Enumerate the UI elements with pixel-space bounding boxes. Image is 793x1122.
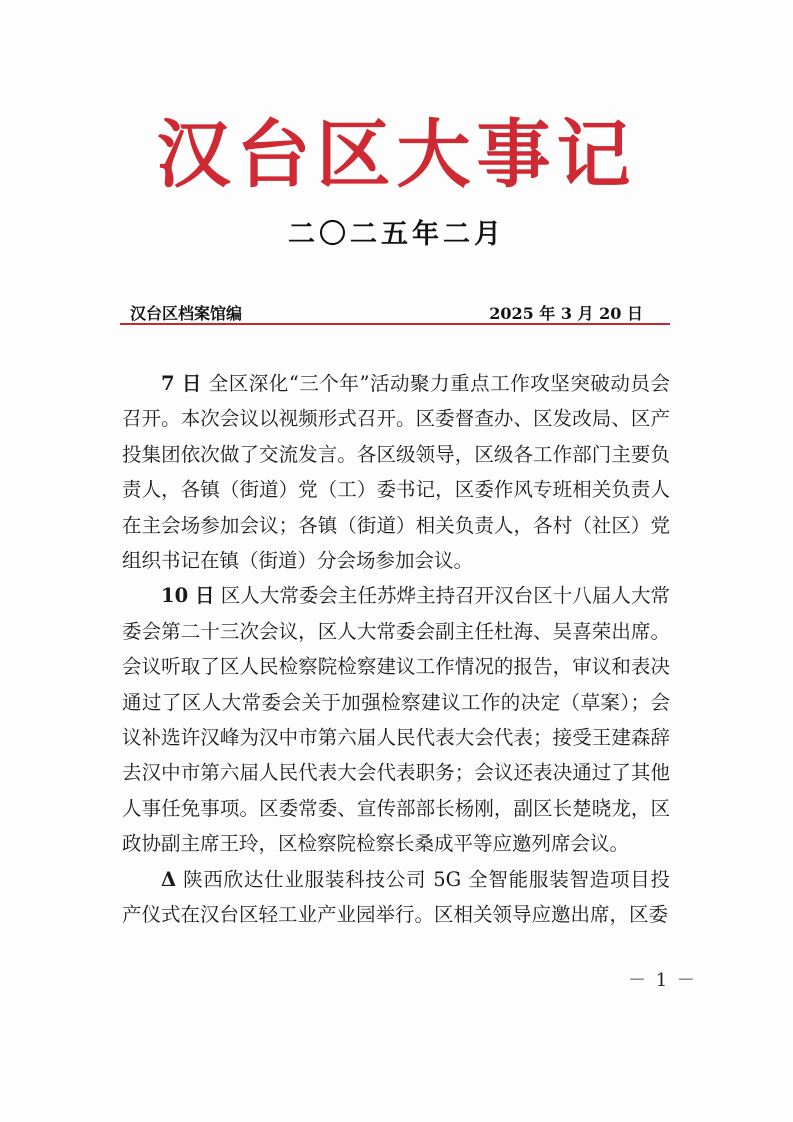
entry-marker: Δ <box>161 867 177 891</box>
entry-text: 区人大常委会主任苏烨主持召开汉台区十八届人大常委会第二十三次会议，区人大常委会副主任杜海、吴喜荣出席。会议听取了区人民检察院检察建议工作情况的报告，审议和表决通过了区人大常委会关于加强检察建议工作的决定（草案）；会议补选许汉峰为汉中市第六届人民代表大会代表；接受王建森辞去汉中市第六届人民代表大会代表职务；会议还表决通过了其他人事任免事项。区委常委、宣传部部长杨刚，副区长楚晓龙，区政协副主席王玲，区检察院检察长桑成平等应邀列席会议。 <box>122 584 670 856</box>
compiler-label: 汉台区档案馆编 <box>130 304 243 323</box>
document-title: 汉台区大事记 <box>156 112 637 198</box>
header-divider <box>120 323 670 325</box>
entry-text: 全区深化“三个年”活动聚力重点工作攻坚突破动员会召开。本次会议以视频形式召开。区委督查办、区发改局、区产投集团依次做了交流发言。各区级领导，区级各工作部门主要负责人，各镇（街道）党（工）委书记，区委作风专班相关负责人在主会场参加会议；各镇（街道）相关负责人，各村（社区）党组织书记在镇（街道）分会场参加会议。 <box>122 372 670 573</box>
page-number: － 1 － <box>628 970 697 991</box>
entry-text: 陕西欣达仕业服装科技公司 5G 全智能服装智造项目投产仪式在汉台区轻工业产业园举行。区相关领导应邀出席，区委 <box>122 867 670 927</box>
entry-day: 10 日 <box>161 584 215 608</box>
publish-date: 2025 年 3 月 20 日 <box>489 304 643 323</box>
entry-paragraph <box>122 862 670 933</box>
document-subtitle: 二〇二五年二月 <box>288 219 505 250</box>
entry-paragraph <box>122 578 670 861</box>
document-meta <box>120 301 667 323</box>
document-body <box>122 366 670 933</box>
entry-paragraph <box>122 366 670 578</box>
entry-day: 7 日 <box>161 372 202 395</box>
